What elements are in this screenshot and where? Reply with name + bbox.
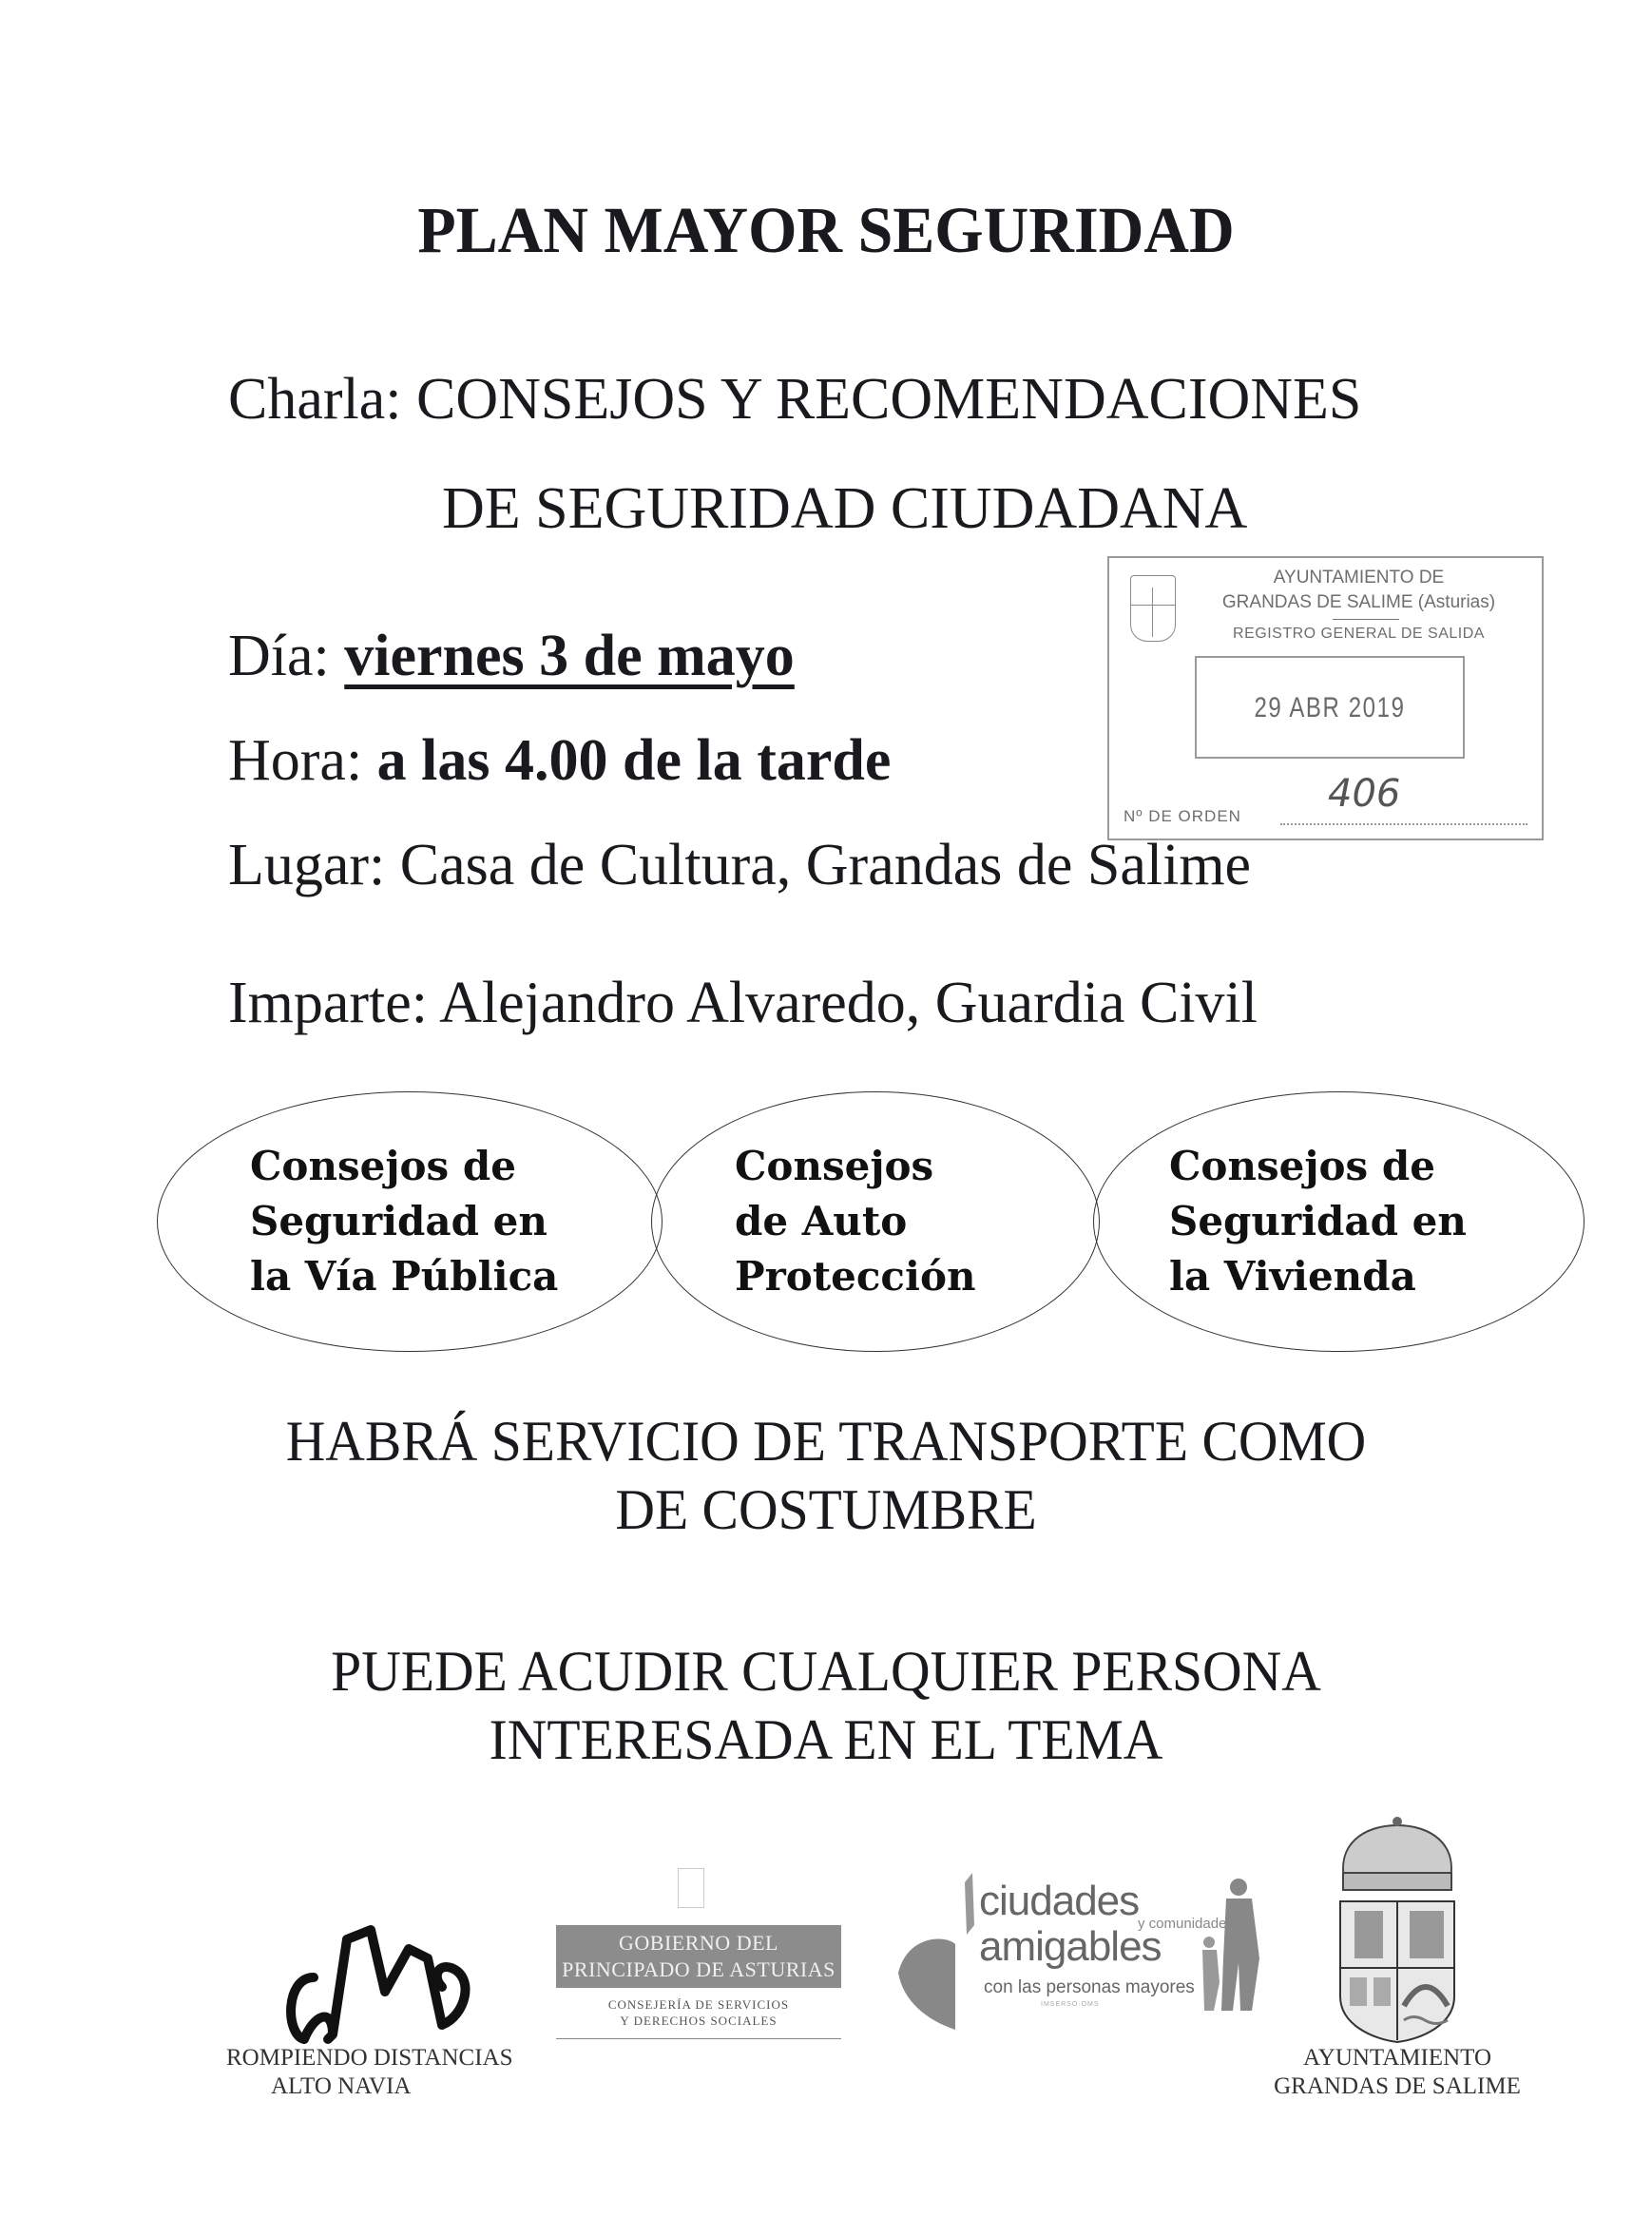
- hora-value: a las 4.00 de la tarde: [376, 728, 892, 793]
- ciudades-amigables-logo: [889, 1868, 1288, 2049]
- charla-line: [228, 366, 1361, 434]
- registry-stamp: [1107, 556, 1544, 840]
- open-attendance-notice: [33, 1637, 1619, 1774]
- consejeria-label: [556, 1996, 841, 2029]
- ayuntamiento-line-2: GRANDAS DE SALIME: [1274, 2073, 1521, 2099]
- hora-label: Hora:: [228, 728, 363, 793]
- ayuntamiento-label: [1264, 2044, 1530, 2101]
- charla-label: Charla:: [228, 367, 402, 432]
- transport-line-2: DE COSTUMBRE: [615, 1478, 1037, 1541]
- amigables-word: amigables: [979, 1923, 1162, 1970]
- lugar-label: Lugar:: [228, 833, 386, 897]
- topic-line: la Vivienda: [1169, 1253, 1416, 1300]
- ciudades-word: ciudades: [979, 1878, 1140, 1924]
- stamp-line-3: REGISTRO GENERAL DE SALIDA: [1233, 626, 1485, 642]
- topic-line: Consejos: [735, 1143, 934, 1189]
- dia-line: [228, 623, 795, 690]
- gobierno-line-1: GOBIERNO DEL: [619, 1931, 778, 1955]
- topic-line: de Auto: [735, 1198, 908, 1244]
- hora-line: [228, 727, 891, 795]
- imparte-line: [228, 970, 1258, 1037]
- stamp-order-number: 406: [1328, 772, 1401, 816]
- dia-value: viernes 3 de mayo: [344, 624, 795, 688]
- topic-text-vivienda: [1169, 1139, 1467, 1304]
- topic-text-via-publica: [250, 1139, 558, 1304]
- stamp-dotted-line: [1280, 823, 1527, 825]
- topics-diagram: [157, 1091, 1583, 1358]
- imparte-value: Alejandro Alvaredo, Guardia Civil: [439, 971, 1258, 1035]
- comunidades-word: y comunidades: [1138, 1916, 1234, 1932]
- gobierno-asturias-logo: [556, 1925, 841, 1988]
- charla-topic-continued: DE SEGURIDAD CIUDADANA: [442, 476, 1248, 541]
- dia-label: Día:: [228, 624, 330, 688]
- ciudades-tagline: con las personas mayores: [984, 1977, 1195, 1997]
- lugar-value: Casa de Cultura, Grandas de Salime: [399, 833, 1252, 897]
- poster-title: PLAN MAYOR SEGURIDAD: [417, 194, 1235, 267]
- rmd-label-2: ALTO NAVIA: [271, 2073, 412, 2099]
- ciudades-footer: IMSERSO·OMS: [1041, 2001, 1100, 2008]
- rmd-label-1: ROMPIENDO DISTANCIAS: [226, 2045, 513, 2071]
- stamp-order-label: Nº DE ORDEN: [1124, 807, 1241, 825]
- asturias-crest-icon: [678, 1868, 704, 1908]
- open-line-2: INTERESADA EN EL TEMA: [489, 1708, 1163, 1771]
- consejeria-line-1: CONSEJERÍA DE SERVICIOS: [607, 1997, 790, 2012]
- imparte-label: Imparte:: [228, 971, 429, 1035]
- gobierno-line-2: PRINCIPADO DE ASTURIAS: [562, 1957, 836, 1981]
- topic-line: Seguridad en: [250, 1198, 547, 1244]
- rompiendo-distancias-logo-icon: [276, 1901, 504, 2044]
- stamp-divider: [1333, 619, 1399, 620]
- transport-notice: [33, 1407, 1619, 1544]
- transport-line-1: HABRÁ SERVICIO DE TRANSPORTE COMO: [285, 1410, 1367, 1473]
- charla-topic: CONSEJOS Y RECOMENDACIONES: [416, 367, 1362, 432]
- topic-line: Seguridad en: [1169, 1198, 1467, 1244]
- stamp-line-2: GRANDAS DE SALIME (Asturias): [1221, 592, 1496, 612]
- ayuntamiento-line-1: AYUNTAMIENTO: [1303, 2045, 1491, 2071]
- topic-line: Consejos de: [250, 1143, 516, 1189]
- stamp-date-box: [1195, 656, 1465, 759]
- gobierno-divider: [556, 2038, 841, 2039]
- grandas-de-salime-coat-of-arms-icon: [1326, 1816, 1469, 2044]
- topic-line: Consejos de: [1169, 1143, 1435, 1189]
- stamp-line-1: AYUNTAMIENTO DE: [1273, 568, 1445, 588]
- lugar-line: [228, 832, 1251, 899]
- topic-line: la Vía Pública: [250, 1253, 559, 1300]
- consejeria-line-2: Y DERECHOS SOCIALES: [620, 2014, 778, 2028]
- open-line-1: PUEDE ACUDIR CUALQUIER PERSONA: [331, 1640, 1321, 1703]
- topic-text-auto-proteccion: [735, 1139, 976, 1304]
- stamp-date: 29 ABR 2019: [1254, 692, 1406, 723]
- topic-line: Protección: [735, 1253, 976, 1300]
